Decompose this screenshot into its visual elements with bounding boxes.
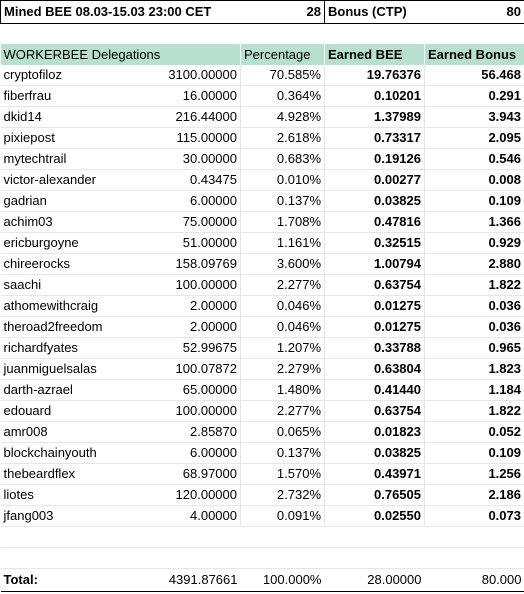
delegated-amount: 216.44000 bbox=[161, 107, 241, 128]
earned-bonus-cell: 0.073 bbox=[425, 506, 524, 527]
delegated-amount: 2.85870 bbox=[161, 422, 241, 443]
earned-bee-cell: 0.33788 bbox=[325, 338, 425, 359]
delegated-amount: 100.00000 bbox=[161, 401, 241, 422]
earned-bee-cell: 0.63754 bbox=[325, 275, 425, 296]
earned-bee-cell: 0.47816 bbox=[325, 212, 425, 233]
empty-cell bbox=[425, 527, 524, 548]
header-earned-bee: Earned BEE bbox=[325, 44, 425, 65]
percentage-cell: 0.046% bbox=[241, 317, 325, 338]
delegator-name: theroad2freedom bbox=[1, 317, 161, 338]
table-row bbox=[1, 338, 524, 359]
mined-label: Mined BEE 08.03-15.03 23:00 CET bbox=[1, 1, 241, 24]
table-row bbox=[1, 443, 524, 464]
earned-bee-cell: 0.00277 bbox=[325, 170, 425, 191]
earned-bonus-cell: 0.965 bbox=[425, 338, 524, 359]
earned-bee-cell: 0.43971 bbox=[325, 464, 425, 485]
percentage-cell: 1.207% bbox=[241, 338, 325, 359]
delegated-amount: 65.00000 bbox=[161, 380, 241, 401]
delegator-name: chireerocks bbox=[1, 254, 161, 275]
delegated-amount: 68.97000 bbox=[161, 464, 241, 485]
earned-bee-cell: 0.41440 bbox=[325, 380, 425, 401]
delegator-name: athomewithcraig bbox=[1, 296, 161, 317]
earned-bee-cell: 0.73317 bbox=[325, 128, 425, 149]
delegator-name: victor-alexander bbox=[1, 170, 161, 191]
table-row bbox=[1, 464, 524, 485]
table-row bbox=[1, 422, 524, 443]
percentage-cell: 1.480% bbox=[241, 380, 325, 401]
delegator-name: liotes bbox=[1, 485, 161, 506]
delegated-amount: 0.43475 bbox=[161, 170, 241, 191]
table-row bbox=[1, 359, 524, 380]
percentage-cell: 2.277% bbox=[241, 401, 325, 422]
empty-cell bbox=[325, 527, 425, 548]
delegator-name: cryptofiloz bbox=[1, 65, 161, 86]
total-earned-bonus: 80.000 bbox=[425, 569, 524, 592]
table-row bbox=[1, 233, 524, 254]
earned-bonus-cell: 0.036 bbox=[425, 296, 524, 317]
delegated-amount: 100.00000 bbox=[161, 275, 241, 296]
percentage-cell: 4.928% bbox=[241, 107, 325, 128]
table-row bbox=[1, 191, 524, 212]
percentage-cell: 0.683% bbox=[241, 149, 325, 170]
delegated-amount: 115.00000 bbox=[161, 128, 241, 149]
table-row bbox=[1, 296, 524, 317]
percentage-cell: 0.137% bbox=[241, 443, 325, 464]
percentage-cell: 0.010% bbox=[241, 170, 325, 191]
delegated-amount: 52.99675 bbox=[161, 338, 241, 359]
earned-bonus-cell: 3.943 bbox=[425, 107, 524, 128]
table-row bbox=[1, 170, 524, 191]
header-percentage: Percentage bbox=[241, 44, 325, 65]
total-earned-bee: 28.00000 bbox=[325, 569, 425, 592]
empty-cell bbox=[161, 527, 241, 548]
percentage-cell: 1.161% bbox=[241, 233, 325, 254]
earned-bee-cell: 1.37989 bbox=[325, 107, 425, 128]
percentage-cell: 1.708% bbox=[241, 212, 325, 233]
header-delegator: WORKERBEE Delegations bbox=[1, 44, 241, 65]
delegated-amount: 6.00000 bbox=[161, 443, 241, 464]
earned-bee-cell: 0.10201 bbox=[325, 86, 425, 107]
delegated-amount: 30.00000 bbox=[161, 149, 241, 170]
earned-bonus-cell: 0.109 bbox=[425, 443, 524, 464]
header-row bbox=[1, 44, 524, 65]
percentage-cell: 70.585% bbox=[241, 65, 325, 86]
delegator-name: ericburgoyne bbox=[1, 233, 161, 254]
empty-cell bbox=[325, 548, 425, 569]
earned-bonus-cell: 0.291 bbox=[425, 86, 524, 107]
delegated-amount: 4.00000 bbox=[161, 506, 241, 527]
total-percentage: 100.000% bbox=[241, 569, 325, 592]
earned-bonus-cell: 56.468 bbox=[425, 65, 524, 86]
earned-bee-cell: 0.76505 bbox=[325, 485, 425, 506]
earned-bonus-cell: 2.186 bbox=[425, 485, 524, 506]
delegated-amount: 3100.00000 bbox=[161, 65, 241, 86]
earned-bonus-cell: 1.823 bbox=[425, 359, 524, 380]
table-row bbox=[1, 317, 524, 338]
earned-bonus-cell: 1.822 bbox=[425, 401, 524, 422]
earned-bonus-cell: 1.366 bbox=[425, 212, 524, 233]
table-row bbox=[1, 380, 524, 401]
table-row bbox=[1, 107, 524, 128]
earned-bonus-cell: 0.052 bbox=[425, 422, 524, 443]
percentage-cell: 2.277% bbox=[241, 275, 325, 296]
delegated-amount: 2.00000 bbox=[161, 296, 241, 317]
percentage-cell: 0.065% bbox=[241, 422, 325, 443]
table-row bbox=[1, 401, 524, 422]
empty-cell bbox=[241, 548, 325, 569]
bonus-label: Bonus (CTP) bbox=[325, 1, 425, 24]
percentage-cell: 2.732% bbox=[241, 485, 325, 506]
earned-bonus-cell: 1.256 bbox=[425, 464, 524, 485]
delegator-name: darth-azrael bbox=[1, 380, 161, 401]
delegator-name: saachi bbox=[1, 275, 161, 296]
blank-row bbox=[1, 548, 524, 569]
empty-cell bbox=[1, 548, 161, 569]
delegator-name: achim03 bbox=[1, 212, 161, 233]
earned-bonus-cell: 1.822 bbox=[425, 275, 524, 296]
delegator-name: pixiepost bbox=[1, 128, 161, 149]
earned-bonus-cell: 2.880 bbox=[425, 254, 524, 275]
percentage-cell: 1.570% bbox=[241, 464, 325, 485]
delegator-name: juanmiguelsalas bbox=[1, 359, 161, 380]
empty-cell bbox=[425, 548, 524, 569]
delegator-name: jfang003 bbox=[1, 506, 161, 527]
percentage-cell: 0.046% bbox=[241, 296, 325, 317]
table-row bbox=[1, 65, 524, 86]
table-row bbox=[1, 506, 524, 527]
table-row bbox=[1, 485, 524, 506]
header-earned-bonus: Earned Bonus bbox=[425, 44, 524, 65]
earned-bee-cell: 0.19126 bbox=[325, 149, 425, 170]
earned-bonus-cell: 0.109 bbox=[425, 191, 524, 212]
delegated-amount: 100.07872 bbox=[161, 359, 241, 380]
percentage-cell: 0.137% bbox=[241, 191, 325, 212]
percentage-cell: 0.091% bbox=[241, 506, 325, 527]
summary-row bbox=[1, 1, 524, 24]
earned-bee-cell: 0.03825 bbox=[325, 191, 425, 212]
total-row bbox=[1, 569, 524, 592]
delegator-name: thebeardflex bbox=[1, 464, 161, 485]
delegated-amount: 2.00000 bbox=[161, 317, 241, 338]
earned-bee-cell: 0.01823 bbox=[325, 422, 425, 443]
delegator-name: gadrian bbox=[1, 191, 161, 212]
earned-bonus-cell: 0.546 bbox=[425, 149, 524, 170]
percentage-cell: 2.618% bbox=[241, 128, 325, 149]
earned-bee-cell: 0.01275 bbox=[325, 317, 425, 338]
delegated-amount: 6.00000 bbox=[161, 191, 241, 212]
delegator-name: blockchainyouth bbox=[1, 443, 161, 464]
delegator-name: mytechtrail bbox=[1, 149, 161, 170]
delegated-amount: 16.00000 bbox=[161, 86, 241, 107]
delegator-name: fiberfrau bbox=[1, 86, 161, 107]
total-label: Total: bbox=[1, 569, 161, 592]
table-row bbox=[1, 275, 524, 296]
earned-bonus-cell: 0.929 bbox=[425, 233, 524, 254]
earned-bonus-cell: 2.095 bbox=[425, 128, 524, 149]
empty-cell bbox=[161, 548, 241, 569]
delegated-amount: 51.00000 bbox=[161, 233, 241, 254]
blank-row bbox=[1, 527, 524, 548]
percentage-cell: 3.600% bbox=[241, 254, 325, 275]
earned-bonus-cell: 1.184 bbox=[425, 380, 524, 401]
table-row bbox=[1, 254, 524, 275]
earned-bee-cell: 0.01275 bbox=[325, 296, 425, 317]
total-amount: 4391.87661 bbox=[161, 569, 241, 592]
delegated-amount: 120.00000 bbox=[161, 485, 241, 506]
empty-cell bbox=[241, 527, 325, 548]
delegated-amount: 75.00000 bbox=[161, 212, 241, 233]
table-row bbox=[1, 128, 524, 149]
bonus-value: 80 bbox=[425, 1, 524, 24]
mined-value: 28 bbox=[241, 1, 325, 24]
earned-bonus-cell: 0.008 bbox=[425, 170, 524, 191]
earned-bee-cell: 0.02550 bbox=[325, 506, 425, 527]
percentage-cell: 0.364% bbox=[241, 86, 325, 107]
earned-bee-cell: 1.00794 bbox=[325, 254, 425, 275]
delegated-amount: 158.09769 bbox=[161, 254, 241, 275]
blank-row bbox=[1, 24, 524, 45]
empty-cell bbox=[1, 527, 161, 548]
delegator-name: dkid14 bbox=[1, 107, 161, 128]
earned-bee-cell: 0.63804 bbox=[325, 359, 425, 380]
delegator-name: richardfyates bbox=[1, 338, 161, 359]
delegator-name: amr008 bbox=[1, 422, 161, 443]
table-row bbox=[1, 86, 524, 107]
earned-bee-cell: 0.32515 bbox=[325, 233, 425, 254]
percentage-cell: 2.279% bbox=[241, 359, 325, 380]
table-row bbox=[1, 212, 524, 233]
delegator-name: edouard bbox=[1, 401, 161, 422]
earned-bee-cell: 19.76376 bbox=[325, 65, 425, 86]
earned-bonus-cell: 0.036 bbox=[425, 317, 524, 338]
earned-bee-cell: 0.63754 bbox=[325, 401, 425, 422]
table-row bbox=[1, 149, 524, 170]
earned-bee-cell: 0.03825 bbox=[325, 443, 425, 464]
